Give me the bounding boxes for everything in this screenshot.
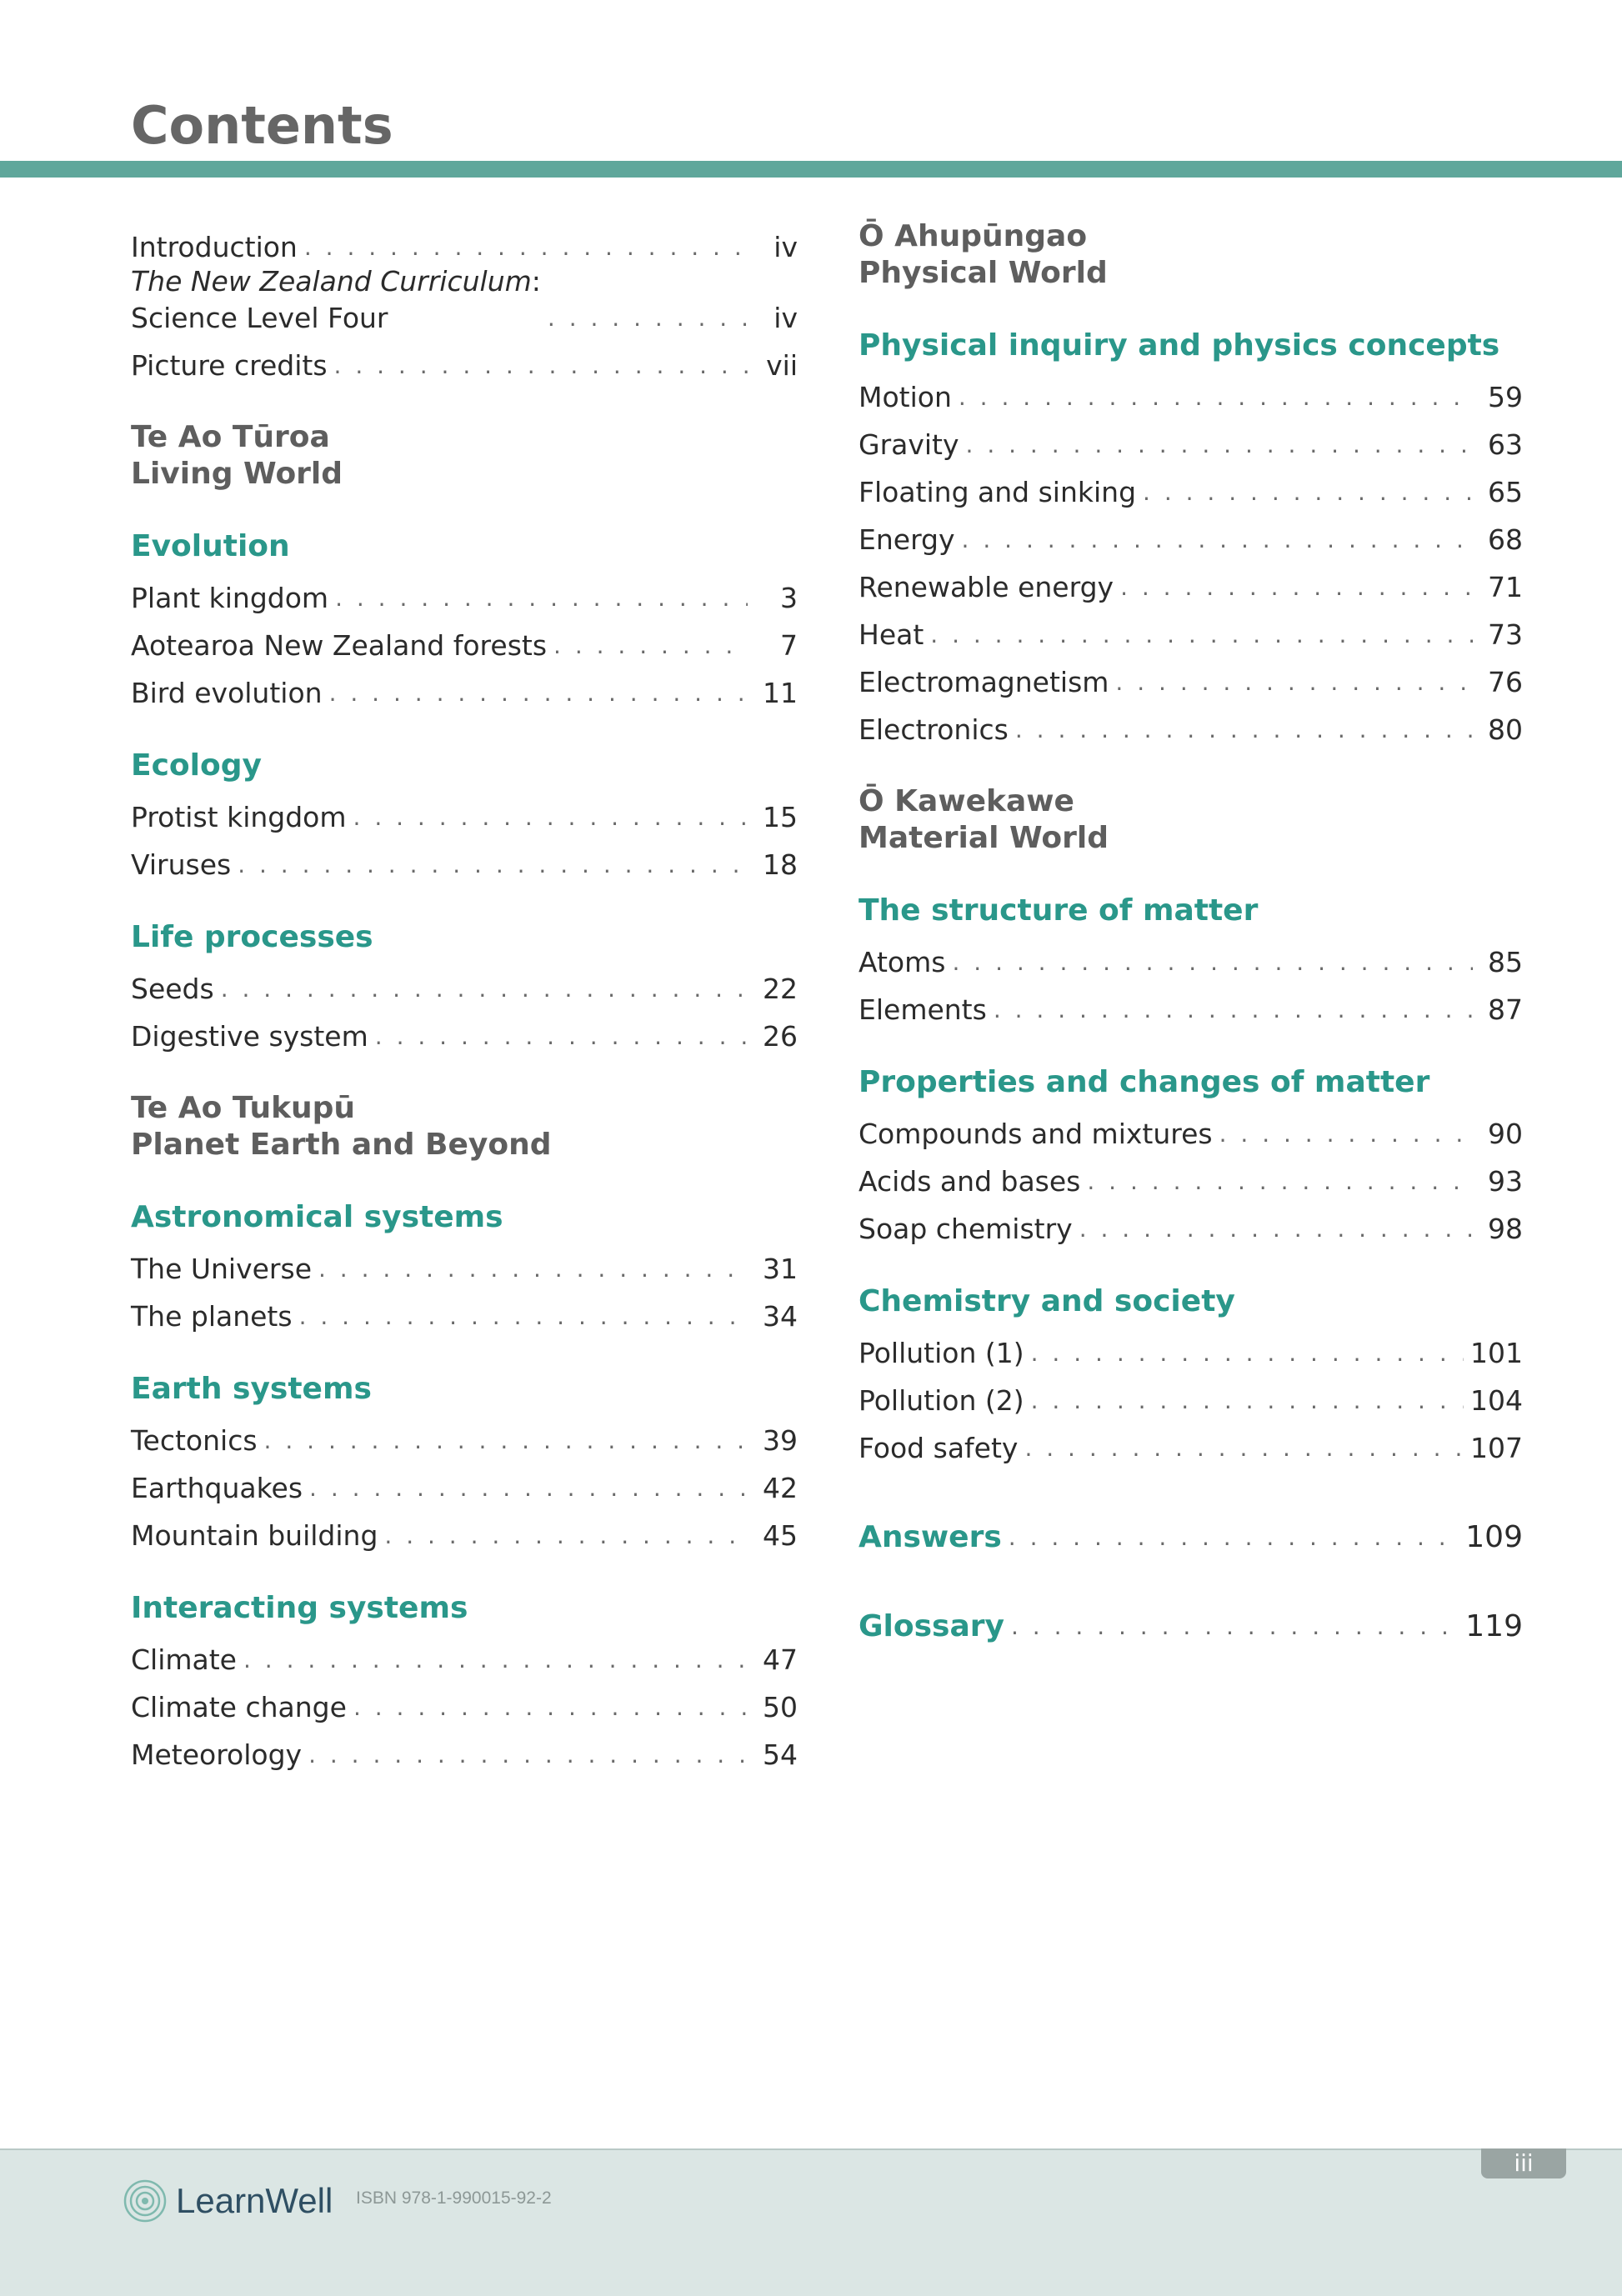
toc-entry-page: 87 <box>1488 993 1523 1026</box>
toc-entry-label: Tectonics <box>131 1424 258 1457</box>
toc-entry-page: vii <box>766 349 798 382</box>
contents-right-column <box>859 218 1523 1645</box>
toc-entry-label: Meteorology <box>131 1738 303 1771</box>
toc-entry-page: 47 <box>763 1643 798 1676</box>
page-title: Contents <box>131 95 393 156</box>
toc-entry-page: 90 <box>1488 1118 1523 1150</box>
dot-leader <box>962 522 1473 558</box>
toc-entry[interactable] <box>131 1631 798 1678</box>
toc-entry-label: Pollution (1) <box>859 1337 1024 1369</box>
toc-entry[interactable] <box>859 1105 1523 1153</box>
toc-entry-page: 11 <box>763 677 798 709</box>
toc-entry[interactable] <box>859 463 1523 511</box>
strand-maori-title: Ō Ahupūngao <box>859 219 1088 253</box>
toc-entry-label: Elements <box>859 993 987 1026</box>
toc-entry[interactable] <box>859 1372 1523 1419</box>
dot-leader <box>1024 1430 1464 1467</box>
strand-heading-planet-earth <box>131 1090 798 1163</box>
toc-entry[interactable] <box>859 981 1523 1028</box>
toc-entry-label: Electromagnetism <box>859 666 1109 698</box>
toc-entry[interactable] <box>131 960 798 1008</box>
dot-leader <box>318 1251 748 1288</box>
dot-leader <box>238 847 748 883</box>
toc-entry-page: 119 <box>1465 1609 1523 1643</box>
toc-entry[interactable] <box>131 1240 798 1288</box>
toc-entry[interactable] <box>131 1288 798 1335</box>
toc-entry-label: Soap chemistry <box>859 1213 1073 1245</box>
toc-entry[interactable] <box>859 606 1523 653</box>
toc-entry-label <box>131 263 541 337</box>
toc-entry-label: Floating and sinking <box>859 476 1137 508</box>
dot-leader <box>1079 1211 1473 1248</box>
toc-entry-label-italic: The New Zealand Curriculum <box>131 265 532 298</box>
toc-entry-page: 54 <box>763 1738 798 1771</box>
toc-entry-page: 39 <box>763 1424 798 1457</box>
dot-leader <box>308 1737 748 1773</box>
toc-entry-page: 18 <box>763 848 798 881</box>
toc-entry-label: Earthquakes <box>131 1472 303 1504</box>
toc-entry-page: 7 <box>780 629 798 662</box>
toc-entry[interactable] <box>859 1153 1523 1200</box>
toc-entry-label: Energy <box>859 523 955 556</box>
toc-entry-page: 45 <box>763 1519 798 1552</box>
toc-entry-answers[interactable] <box>859 1508 1523 1556</box>
toc-entry-page: 26 <box>763 1020 798 1053</box>
toc-entry-label: The Universe <box>131 1253 312 1285</box>
dot-leader <box>959 379 1473 416</box>
section-heading-interacting-systems: Interacting systems <box>131 1591 468 1625</box>
contents-left-column <box>131 218 798 1773</box>
dot-leader <box>243 1642 748 1678</box>
dot-leader <box>553 628 748 664</box>
toc-entry-page: 65 <box>1488 476 1523 508</box>
dot-leader <box>309 1470 748 1507</box>
strand-english-title: Living World <box>131 457 343 491</box>
toc-entry-label: Acids and bases <box>859 1165 1081 1198</box>
toc-entry-page: 76 <box>1488 666 1523 698</box>
dot-leader <box>264 1423 748 1459</box>
strand-heading-physical-world <box>859 218 1523 292</box>
toc-entry[interactable] <box>859 368 1523 416</box>
dot-leader <box>329 675 748 712</box>
dot-leader <box>353 1689 748 1726</box>
toc-entry-page: 42 <box>763 1472 798 1504</box>
dot-leader <box>930 617 1473 653</box>
dot-leader <box>1143 474 1473 511</box>
dot-leader <box>1015 712 1473 748</box>
toc-entry-label: Gravity <box>859 428 959 461</box>
title-rule <box>0 161 1622 178</box>
toc-entry[interactable] <box>859 558 1523 606</box>
section-heading-structure-of-matter: The structure of matter <box>859 893 1259 928</box>
toc-entry-label-colon: : <box>531 265 541 298</box>
dot-leader <box>1009 1519 1459 1556</box>
dot-leader <box>966 427 1473 463</box>
section-heading-astronomical-systems: Astronomical systems <box>131 1200 503 1234</box>
strand-heading-material-world <box>859 783 1523 857</box>
spiral-logo-icon <box>123 2178 168 2223</box>
toc-entry-label-line2: Science Level Four <box>131 302 388 334</box>
publisher-logo <box>123 2178 333 2223</box>
dot-leader <box>1219 1116 1473 1153</box>
toc-entry-label: Renewable energy <box>859 571 1114 603</box>
toc-entry[interactable] <box>859 511 1523 558</box>
strand-english-title: Material World <box>859 821 1109 855</box>
toc-entry[interactable] <box>859 653 1523 701</box>
dot-leader <box>221 971 748 1008</box>
toc-entry-page: 98 <box>1488 1213 1523 1245</box>
toc-entry[interactable] <box>131 1726 798 1773</box>
dot-leader <box>1031 1335 1464 1372</box>
toc-entry[interactable] <box>131 1507 798 1554</box>
toc-entry-page: 59 <box>1488 381 1523 413</box>
toc-entry-label: Food safety <box>859 1432 1019 1464</box>
isbn-text: ISBN 978-1-990015-92-2 <box>356 2188 552 2208</box>
dot-leader <box>353 799 748 836</box>
toc-entry-page: iv <box>773 302 798 334</box>
toc-entry-page: 107 <box>1470 1432 1523 1464</box>
section-heading-physics: Physical inquiry and physics concepts <box>859 328 1500 363</box>
strand-english-title: Planet Earth and Beyond <box>131 1128 552 1162</box>
toc-entry[interactable] <box>131 664 798 712</box>
toc-entry-label: Picture credits <box>131 349 328 382</box>
toc-entry-label: Introduction <box>131 231 298 263</box>
dot-leader <box>375 1018 748 1055</box>
toc-entry-label: Digestive system <box>131 1020 368 1053</box>
section-heading-evolution: Evolution <box>131 529 290 563</box>
toc-entry-label: Mountain building <box>131 1519 378 1552</box>
toc-entry-page: 73 <box>1488 618 1523 651</box>
toc-entry-glossary[interactable] <box>859 1598 1523 1645</box>
toc-entry-picture-credits[interactable] <box>131 337 798 384</box>
toc-entry[interactable] <box>859 1419 1523 1467</box>
toc-entry-curriculum[interactable] <box>131 266 798 337</box>
dot-leader <box>1087 1163 1473 1200</box>
dot-leader <box>334 348 748 384</box>
strand-maori-title: Ō Kawekawe <box>859 784 1074 818</box>
toc-entry-page: 31 <box>763 1253 798 1285</box>
toc-entry[interactable] <box>859 1324 1523 1372</box>
toc-entry-label: Motion <box>859 381 952 413</box>
toc-entry[interactable] <box>859 416 1523 463</box>
toc-entry-label: Compounds and mixtures <box>859 1118 1213 1150</box>
toc-entry-page: iv <box>773 231 798 263</box>
toc-entry[interactable] <box>131 1008 798 1055</box>
toc-entry-label: Viruses <box>131 848 232 881</box>
dot-leader <box>299 1298 748 1335</box>
toc-entry-page: 34 <box>763 1300 798 1333</box>
dot-leader <box>548 300 748 337</box>
dot-leader <box>1120 569 1473 606</box>
toc-entry[interactable] <box>131 788 798 836</box>
toc-entry-page: 22 <box>763 973 798 1005</box>
toc-entry-label: Bird evolution <box>131 677 323 709</box>
toc-entry-label: Heat <box>859 618 924 651</box>
dot-leader <box>1011 1608 1459 1645</box>
toc-entry[interactable] <box>859 1200 1523 1248</box>
toc-entry[interactable] <box>131 1412 798 1459</box>
strand-maori-title: Te Ao Tukupū <box>131 1091 356 1125</box>
toc-entry[interactable] <box>131 617 798 664</box>
toc-entry[interactable] <box>859 701 1523 748</box>
toc-entry-page: 109 <box>1465 1520 1523 1554</box>
toc-entry-label: Plant kingdom <box>131 582 329 614</box>
toc-entry-label: Atoms <box>859 946 946 978</box>
toc-entry-label: Glossary <box>859 1609 1004 1643</box>
dot-leader <box>304 229 748 266</box>
strand-maori-title: Te Ao Tūroa <box>131 420 330 454</box>
toc-entry[interactable] <box>131 1678 798 1726</box>
dot-leader <box>952 944 1473 981</box>
toc-entry-page: 101 <box>1470 1337 1523 1369</box>
section-heading-chemistry-and-society: Chemistry and society <box>859 1284 1235 1318</box>
dot-leader <box>1031 1383 1464 1419</box>
page-number: iii <box>1481 2148 1566 2178</box>
toc-entry-label: Seeds <box>131 973 214 1005</box>
toc-entry[interactable] <box>131 1459 798 1507</box>
section-heading-ecology: Ecology <box>131 748 262 783</box>
dot-leader <box>994 992 1473 1028</box>
toc-entry-label: Electronics <box>859 713 1009 746</box>
toc-entry-page: 50 <box>763 1691 798 1723</box>
strand-english-title: Physical World <box>859 256 1108 290</box>
toc-entry-page: 85 <box>1488 946 1523 978</box>
toc-entry-label: Pollution (2) <box>859 1384 1024 1417</box>
toc-entry-page: 3 <box>780 582 798 614</box>
toc-entry-page: 80 <box>1488 713 1523 746</box>
toc-entry-label: Aotearoa New Zealand forests <box>131 629 548 662</box>
toc-entry[interactable] <box>859 933 1523 981</box>
toc-entry-label: The planets <box>131 1300 293 1333</box>
toc-entry-page: 68 <box>1488 523 1523 556</box>
toc-entry-page: 93 <box>1488 1165 1523 1198</box>
section-heading-life-processes: Life processes <box>131 920 373 954</box>
toc-entry-page: 63 <box>1488 428 1523 461</box>
publisher-name: LearnWell <box>176 2181 333 2220</box>
toc-entry-label: Climate <box>131 1643 237 1676</box>
toc-entry-page: 71 <box>1488 571 1523 603</box>
toc-entry-page: 15 <box>763 801 798 833</box>
toc-entry-label: Answers <box>859 1520 1002 1554</box>
dot-leader <box>1115 664 1473 701</box>
section-heading-properties-of-matter: Properties and changes of matter <box>859 1065 1430 1099</box>
section-heading-earth-systems: Earth systems <box>131 1372 372 1406</box>
dot-leader <box>335 580 748 617</box>
strand-heading-living-world <box>131 419 798 493</box>
toc-entry-introduction[interactable] <box>131 218 798 266</box>
toc-entry[interactable] <box>131 569 798 617</box>
toc-entry-label: Protist kingdom <box>131 801 347 833</box>
toc-entry-page: 104 <box>1470 1384 1523 1417</box>
dot-leader <box>384 1518 748 1554</box>
toc-entry-label: Climate change <box>131 1691 347 1723</box>
toc-entry[interactable] <box>131 836 798 883</box>
